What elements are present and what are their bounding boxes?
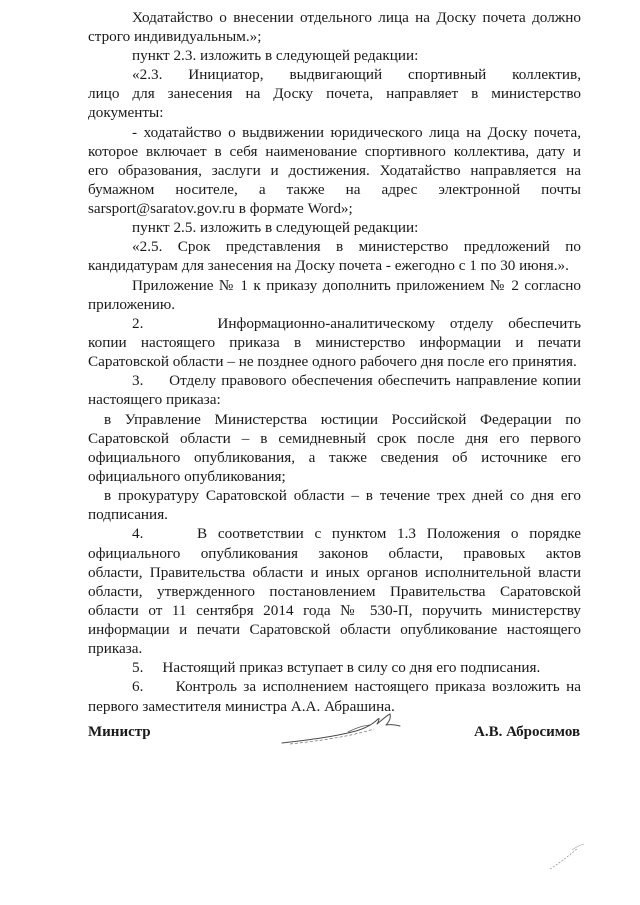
handwritten-signature <box>278 710 408 750</box>
text-line: области от 11 сентября 2014 года № 530-П, поручить министерству <box>88 602 581 619</box>
text-line: официального опубликования; <box>88 468 286 485</box>
text-line: приложению. <box>88 296 176 313</box>
text-line: Ходатайство о внесении отдельного лица на Доску почета должно <box>132 9 581 26</box>
text-line: документы: <box>88 104 164 121</box>
text-line: бумажном носителе, а также на адрес электронной почты <box>88 181 581 198</box>
text-line: лицо для занесения на Доску почета, направляет в министерство <box>88 85 581 102</box>
text-line: строго индивидуальным.»; <box>88 28 262 45</box>
text-line: официального опубликования законов области, правовых актов <box>88 545 581 562</box>
text-line: в Управление Министерства юстиции Российской Федерации по <box>104 411 581 428</box>
pen-mark <box>548 842 588 872</box>
text-line: подписания. <box>88 506 168 523</box>
text-line: его образования, заслуги и достижения. Ходатайство направляется на <box>88 162 581 179</box>
text-line: 3. Отделу правового обеспечения обеспечить направление копии <box>132 372 581 389</box>
text-line: Саратовской области – не позднее одного рабочего дня после его принятия. <box>88 353 577 370</box>
text-line: в прокуратуру Саратовской области – в течение трех дней со дня его <box>104 487 581 504</box>
text-line: которое включает в себя наименование спортивного коллектива, дату и <box>88 143 581 160</box>
text-line: приказа. <box>88 640 143 657</box>
text-line: информации и печати Саратовской области опубликование настоящего <box>88 621 581 638</box>
text-line: 2. Информационно-аналитическому отделу обеспечить <box>132 315 581 332</box>
text-line: кандидатурам для занесения на Доску почета - ежегодно с 1 по 30 июня.». <box>88 257 569 274</box>
signatory-position: Министр <box>88 724 151 740</box>
text-line: области, утвержденного постановлением Правительства Саратовской <box>88 583 581 600</box>
text-line: области, Правительства области и иных органов исполнительной власти <box>88 564 581 581</box>
text-line: Приложение № 1 к приказу дополнить приложением № 2 согласно <box>132 277 581 294</box>
text-line: первого заместителя министра А.А. Абрашина. <box>88 698 395 715</box>
text-line: пункт 2.3. изложить в следующей редакции: <box>132 47 419 64</box>
text-line: «2.5. Срок представления в министерство предложений по <box>132 238 581 255</box>
text-line: «2.3. Инициатор, выдвигающий спортивный коллектив, <box>132 66 581 83</box>
text-line: 6. Контроль за исполнением настоящего приказа возложить на <box>132 678 581 695</box>
text-line: 4. В соответствии с пунктом 1.3 Положения о порядке <box>132 525 581 542</box>
signatory-name: А.В. Абросимов <box>474 724 581 740</box>
text-line: пункт 2.5. изложить в следующей редакции: <box>132 219 419 236</box>
text-line: sarsport@saratov.gov.ru в формате Word»; <box>88 200 353 217</box>
text-line: копии настоящего приказа в министерство информации и печати <box>88 334 581 351</box>
text-line: настоящего приказа: <box>88 391 221 408</box>
text-line: - ходатайство о выдвижении юридического лица на Доску почета, <box>132 124 581 141</box>
text-line: 5. Настоящий приказ вступает в силу со дня его подписания. <box>132 659 541 676</box>
text-line: Саратовской области – в семидневный срок после дня его первого <box>88 430 581 447</box>
text-line: официального опубликования, а также сведения об источнике его <box>88 449 581 466</box>
